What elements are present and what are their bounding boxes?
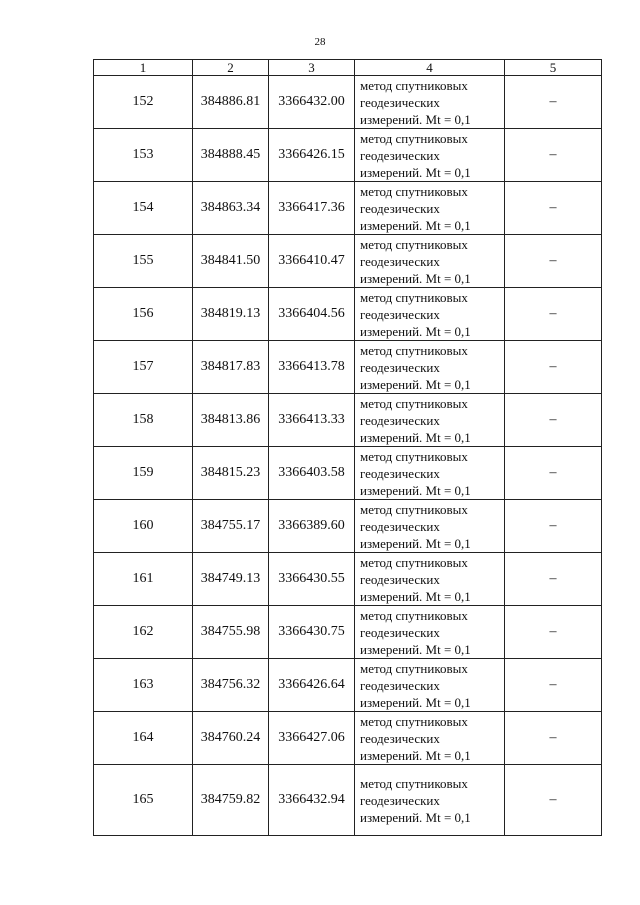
method-line: измерений. Mt = 0,1	[360, 217, 471, 233]
note-cell: –	[505, 606, 602, 659]
point-number-cell: 157	[94, 341, 193, 394]
method-line: метод спутниковых	[360, 660, 468, 676]
x-coordinate-cell: 384888.45	[193, 129, 269, 182]
x-coordinate-cell: 384886.81	[193, 76, 269, 129]
point-number-cell: 158	[94, 394, 193, 447]
point-number-cell: 160	[94, 500, 193, 553]
x-coordinate-cell: 384759.82	[193, 765, 269, 836]
method-line: измерений. Mt = 0,1	[360, 429, 471, 445]
point-number-cell: 161	[94, 553, 193, 606]
method-cell	[355, 553, 505, 606]
note-cell: –	[505, 394, 602, 447]
method-line: измерений. Mt = 0,1	[360, 588, 471, 604]
note-cell: –	[505, 712, 602, 765]
method-line: геодезических	[360, 792, 440, 808]
method-cell	[355, 341, 505, 394]
x-coordinate-cell: 384749.13	[193, 553, 269, 606]
note-cell: –	[505, 129, 602, 182]
method-line: геодезических	[360, 253, 440, 269]
table-row	[94, 447, 602, 500]
note-cell: –	[505, 76, 602, 129]
y-coordinate-cell: 3366426.64	[269, 659, 355, 712]
point-number-cell: 154	[94, 182, 193, 235]
note-cell: –	[505, 447, 602, 500]
y-coordinate-cell: 3366410.47	[269, 235, 355, 288]
point-number-cell: 156	[94, 288, 193, 341]
method-line: геодезических	[360, 359, 440, 375]
table-row	[94, 341, 602, 394]
method-line: измерений. Mt = 0,1	[360, 270, 471, 286]
table-row	[94, 76, 602, 129]
method-line: измерений. Mt = 0,1	[360, 323, 471, 339]
table-body	[94, 76, 602, 836]
coordinates-table	[93, 59, 602, 836]
table-row	[94, 659, 602, 712]
column-header-2: 2	[193, 60, 269, 76]
note-cell: –	[505, 235, 602, 288]
method-line: геодезических	[360, 677, 440, 693]
point-number-cell: 164	[94, 712, 193, 765]
x-coordinate-cell: 384841.50	[193, 235, 269, 288]
point-number-cell: 153	[94, 129, 193, 182]
point-number-cell: 159	[94, 447, 193, 500]
table-row	[94, 765, 602, 836]
column-header-5: 5	[505, 60, 602, 76]
method-line: метод спутниковых	[360, 395, 468, 411]
method-line: геодезических	[360, 624, 440, 640]
method-cell	[355, 182, 505, 235]
method-line: метод спутниковых	[360, 342, 468, 358]
method-line: метод спутниковых	[360, 130, 468, 146]
x-coordinate-cell: 384755.17	[193, 500, 269, 553]
table-row	[94, 606, 602, 659]
method-line: геодезических	[360, 571, 440, 587]
method-line: геодезических	[360, 465, 440, 481]
x-coordinate-cell: 384756.32	[193, 659, 269, 712]
y-coordinate-cell: 3366417.36	[269, 182, 355, 235]
table-row	[94, 235, 602, 288]
method-line: измерений. Mt = 0,1	[360, 111, 471, 127]
y-coordinate-cell: 3366403.58	[269, 447, 355, 500]
method-line: метод спутниковых	[360, 236, 468, 252]
note-cell: –	[505, 288, 602, 341]
y-coordinate-cell: 3366404.56	[269, 288, 355, 341]
method-line: метод спутниковых	[360, 554, 468, 570]
method-line: геодезических	[360, 412, 440, 428]
method-line: метод спутниковых	[360, 775, 468, 791]
method-line: измерений. Mt = 0,1	[360, 482, 471, 498]
table-row	[94, 500, 602, 553]
y-coordinate-cell: 3366427.06	[269, 712, 355, 765]
column-header-1: 1	[94, 60, 193, 76]
note-cell: –	[505, 659, 602, 712]
method-cell	[355, 712, 505, 765]
x-coordinate-cell: 384815.23	[193, 447, 269, 500]
column-header-4: 4	[355, 60, 505, 76]
y-coordinate-cell: 3366432.94	[269, 765, 355, 836]
method-cell	[355, 606, 505, 659]
page-number: 28	[314, 36, 326, 48]
table-row	[94, 394, 602, 447]
method-line: геодезических	[360, 147, 440, 163]
method-cell	[355, 235, 505, 288]
method-line: измерений. Mt = 0,1	[360, 747, 471, 763]
method-cell	[355, 129, 505, 182]
x-coordinate-cell: 384813.86	[193, 394, 269, 447]
table-row	[94, 129, 602, 182]
x-coordinate-cell: 384755.98	[193, 606, 269, 659]
method-line: метод спутниковых	[360, 183, 468, 199]
method-line: метод спутниковых	[360, 448, 468, 464]
method-line: геодезических	[360, 200, 440, 216]
column-header-3: 3	[269, 60, 355, 76]
point-number-cell: 162	[94, 606, 193, 659]
y-coordinate-cell: 3366430.55	[269, 553, 355, 606]
point-number-cell: 152	[94, 76, 193, 129]
table-row	[94, 182, 602, 235]
method-line: измерений. Mt = 0,1	[360, 535, 471, 551]
method-line: метод спутниковых	[360, 713, 468, 729]
note-cell: –	[505, 765, 602, 836]
method-line: измерений. Mt = 0,1	[360, 809, 471, 825]
note-cell: –	[505, 500, 602, 553]
x-coordinate-cell: 384819.13	[193, 288, 269, 341]
method-line: метод спутниковых	[360, 289, 468, 305]
method-line: измерений. Mt = 0,1	[360, 694, 471, 710]
method-line: измерений. Mt = 0,1	[360, 641, 471, 657]
y-coordinate-cell: 3366413.78	[269, 341, 355, 394]
point-number-cell: 165	[94, 765, 193, 836]
method-cell	[355, 765, 505, 836]
point-number-cell: 155	[94, 235, 193, 288]
method-line: измерений. Mt = 0,1	[360, 376, 471, 392]
note-cell: –	[505, 341, 602, 394]
method-line: измерений. Mt = 0,1	[360, 164, 471, 180]
method-line: геодезических	[360, 730, 440, 746]
method-cell	[355, 659, 505, 712]
method-cell	[355, 500, 505, 553]
table-row	[94, 288, 602, 341]
method-line: метод спутниковых	[360, 77, 468, 93]
method-cell	[355, 288, 505, 341]
method-line: геодезических	[360, 518, 440, 534]
x-coordinate-cell: 384863.34	[193, 182, 269, 235]
table-row	[94, 553, 602, 606]
method-cell	[355, 447, 505, 500]
method-line: геодезических	[360, 306, 440, 322]
note-cell: –	[505, 182, 602, 235]
y-coordinate-cell: 3366426.15	[269, 129, 355, 182]
method-line: метод спутниковых	[360, 607, 468, 623]
method-cell	[355, 394, 505, 447]
note-cell: –	[505, 553, 602, 606]
y-coordinate-cell: 3366430.75	[269, 606, 355, 659]
y-coordinate-cell: 3366389.60	[269, 500, 355, 553]
x-coordinate-cell: 384760.24	[193, 712, 269, 765]
y-coordinate-cell: 3366413.33	[269, 394, 355, 447]
table-row	[94, 712, 602, 765]
point-number-cell: 163	[94, 659, 193, 712]
x-coordinate-cell: 384817.83	[193, 341, 269, 394]
method-cell	[355, 76, 505, 129]
table-header-row	[94, 60, 602, 76]
method-line: геодезических	[360, 94, 440, 110]
method-line: метод спутниковых	[360, 501, 468, 517]
y-coordinate-cell: 3366432.00	[269, 76, 355, 129]
